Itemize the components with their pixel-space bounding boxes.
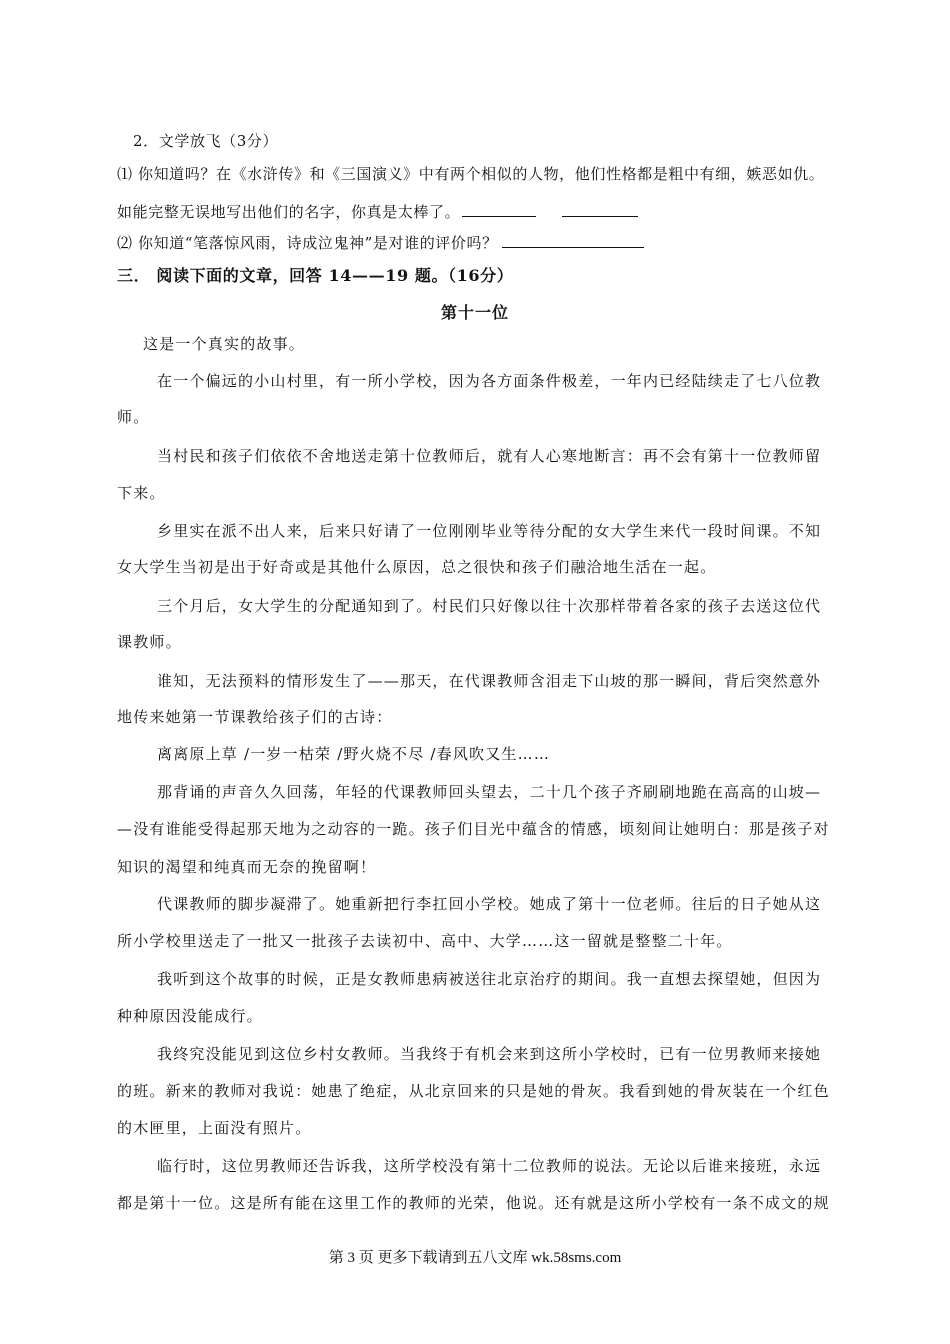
article-line: 那背诵的声音久久回荡，年轻的代课教师回头望去，二十几个孩子齐刷刷地跪在高高的山坡— xyxy=(157,783,822,801)
article-line: 乡里实在派不出人来，后来只好请了一位刚刚毕业等待分配的女大学生来代一段时间课。不知 xyxy=(157,522,822,540)
article-line: 下来。 xyxy=(117,484,166,502)
article-line: —没有谁能受得起那天地为之动容的一跪。孩子们目光中蕴含的情感，顷刻间让她明白：那是孩子对 xyxy=(117,820,830,838)
article-line: 课教师。 xyxy=(117,633,182,651)
article-line: 知识的渴望和纯真而无奈的挽留啊！ xyxy=(117,858,377,876)
article-title: 第十一位 xyxy=(440,303,509,322)
article-line: 谁知，无法预料的情形发生了——那天，在代课教师含泪走下山坡的那一瞬间，背后突然意外 xyxy=(157,672,822,690)
article-line: 地传来她第一节课教给孩子们的古诗： xyxy=(117,708,393,726)
question-2-prompt: ⑵ 你知道“笔落惊风雨，诗成泣鬼神”是对谁的评价吗？ xyxy=(117,234,498,252)
article-line: 在一个偏远的小山村里，有一所小学校，因为各方面条件极差，一年内已经陆续走了七八位教 xyxy=(157,372,822,390)
article-line: 师。 xyxy=(117,408,150,426)
section-3-heading: 三． 阅读下面的文章，回答 14——19 题。（16分） xyxy=(117,266,514,285)
article-line: 当村民和孩子们依依不舍地送走第十位教师后，就有人心寒地断言：再不会有第十一位教师留 xyxy=(157,447,822,465)
article-line: 种种原因没能成行。 xyxy=(117,1007,263,1025)
article-line: 的班。新来的教师对我说：她患了绝症，从北京回来的只是她的骨灰。我看到她的骨灰装在一个红色 xyxy=(117,1082,830,1100)
article-line: 的木匣里，上面没有照片。 xyxy=(117,1119,312,1137)
question-1-line-1: ⑴ 你知道吗？在《水浒传》和《三国演义》中有两个相似的人物，他们性格都是粗中有细，嫉恶如仇。 xyxy=(117,165,825,183)
question-1-prompt: 如能完整无误地写出他们的名字，你真是太棒了。 xyxy=(117,203,461,221)
article-line: 我终究没能见到这位乡村女教师。当我终于有机会来到这所小学校时，已有一位男教师来接她 xyxy=(157,1045,822,1063)
article-line: 代课教师的脚步凝滞了。她重新把行李扛回小学校。她成了第十一位老师。往后的日子她从这 xyxy=(157,895,822,913)
question-1-line-2 xyxy=(117,202,877,222)
answer-blank-1[interactable] xyxy=(462,202,536,217)
article-line: 都是第十一位。这是所有能在这里工作的教师的光荣，他说。还有就是这所小学校有一条不成文的规 xyxy=(117,1194,830,1212)
question-2-line xyxy=(117,233,877,253)
answer-blank-2[interactable] xyxy=(562,202,638,217)
answer-blank-3[interactable] xyxy=(502,233,644,248)
page-footer: 第 3 页 更多下载请到五八文库 wk.58sms.com xyxy=(328,1250,622,1266)
article-line: 临行时，这位男教师还告诉我，这所学校没有第十二位教师的说法。无论以后谁来接班，永远 xyxy=(157,1157,822,1175)
article-line: 女大学生当初是出于好奇或是其他什么原因，总之很快和孩子们融洽地生活在一起。 xyxy=(117,558,717,576)
article-line: 这是一个真实的故事。 xyxy=(143,335,306,353)
section-2-heading: 2．文学放飞（3分） xyxy=(133,132,279,150)
article-line: 三个月后，女大学生的分配通知到了。村民们只好像以往十次那样带着各家的孩子去送这位代 xyxy=(157,597,822,615)
article-line: 我听到这个故事的时候，正是女教师患病被送往北京治疗的期间。我一直想去探望她，但因为 xyxy=(157,970,822,988)
poem-line: 离离原上草 /一岁一枯荣 /野火烧不尽 /春风吹又生…… xyxy=(157,745,551,763)
article-line: 所小学校里送走了一批又一批孩子去读初中、高中、大学……这一留就是整整二十年。 xyxy=(117,932,733,950)
